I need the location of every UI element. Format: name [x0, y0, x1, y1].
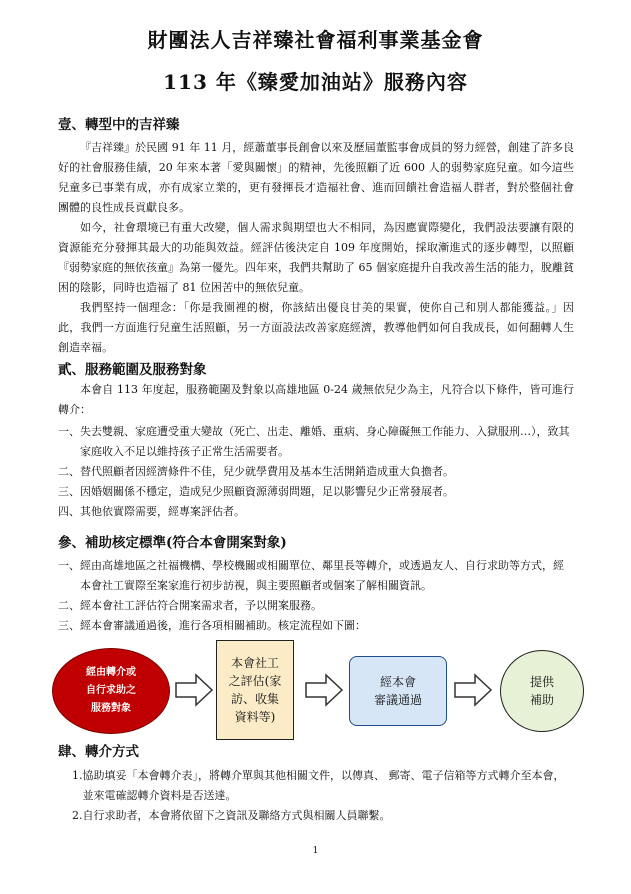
- section-heading-2: 貳、服務範圍及服務對象: [58, 362, 207, 378]
- section-1-body: [58, 138, 574, 358]
- list-item-text: 經本會社工評估符合開案需求者，予以開案服務。: [80, 599, 322, 612]
- flow-step-text: 之評估(家: [228, 674, 282, 688]
- flow-step-text: 自行求助之: [86, 685, 136, 696]
- document-subtitle: 113 年《臻愛加油站》服務內容: [163, 70, 468, 94]
- section-heading-4: 肆、轉介方式: [58, 744, 139, 760]
- flow-step-referral: [52, 648, 170, 734]
- list-item: [58, 596, 574, 616]
- approval-flow-diagram: [50, 640, 590, 740]
- list-item: [72, 766, 574, 806]
- list-marker: 二、: [58, 465, 80, 478]
- list-item-text: 自行求助者，本會將依留下之資訊及聯絡方式與相關人員聯繫。: [82, 809, 391, 822]
- section-4-list: [72, 766, 574, 826]
- paragraph: 本會自 113 年度起，服務範圍及對象以高雄地區 0-24 歲無依兒少為主，凡符合以下條件，皆可進行轉介：: [58, 383, 574, 416]
- flow-step-text: 補助: [529, 693, 554, 707]
- flow-arrow-icon: [453, 670, 493, 710]
- list-item: [58, 616, 574, 636]
- flow-arrow-icon: [304, 670, 344, 710]
- list-item: [58, 422, 574, 462]
- page-number: 1: [312, 846, 319, 856]
- section-3-list: [58, 556, 574, 636]
- section-2-list: [58, 422, 574, 522]
- list-marker: 四、: [58, 505, 80, 518]
- flow-arrow-icon: [174, 670, 214, 710]
- list-item: [58, 482, 574, 502]
- list-item-text: 替代照顧者因經濟條件不佳，兒少就學費用及基本生活開銷造成重大負擔者。: [80, 465, 454, 478]
- list-item-text: 其他依實際需要，經專案評估者。: [80, 505, 245, 518]
- list-item-text: 協助填妥「本會轉介表」，將轉介單與其他相關文件，以傳真、 郵寄、電子信箱等方式轉介至本會，並來電確認轉介資料是否送達。: [82, 769, 565, 802]
- flow-step-review: [349, 656, 447, 726]
- list-marker: 三、: [58, 619, 80, 632]
- flow-step-assessment: [216, 640, 294, 740]
- paragraph: 『吉祥臻』於民國 91 年 11 月，經蕭董事長創會以來及歷屆董監事會成員的努力經營，創建了許多良好的社會服務佳績，20 年來本著「愛與關懷」的精神，先後照顧了近 600 人的弱勢家庭兒童。如今這些兒童多已事業有成，亦有成家立業的，更有發揮長才造福社會、進而回饋社會造福人群者，對於整個社會團體的良性成長貢獻良多。: [58, 141, 574, 214]
- flow-step-subsidy: [500, 650, 584, 732]
- flow-step-text: 資料等): [234, 710, 276, 724]
- list-item-text: 失去雙親、家庭遭受重大變故（死亡、出走、離婚、重病、身心障礙無工作能力、入獄服刑…），致其家庭收入不足以維持孩子正常生活需要者。: [80, 425, 570, 458]
- list-marker: 三、: [58, 485, 80, 498]
- flow-step-text: 本會社工: [230, 656, 279, 670]
- list-marker: 2.: [72, 809, 83, 822]
- paragraph: 我們堅持一個理念：「你是我園裡的樹，你該結出優良甘美的果實，使你自己和別人都能獲益。」因此，我們一方面進行兒童生活照顧，另一方面設法改善家庭經濟，教導他們如何自我成長，如何翻轉人生創造幸福。: [58, 301, 574, 354]
- list-item-text: 經本會審議通過後，進行各項相關補助。核定流程如下圖：: [80, 619, 366, 632]
- section-2-intro: [58, 380, 574, 420]
- list-item: [58, 462, 574, 482]
- flow-step-text: 訪、收集: [230, 692, 279, 706]
- flow-step-text: 審議通過: [373, 693, 422, 707]
- list-item-text: 因婚姻關係不穩定，造成兒少照顧資源薄弱問題，足以影響兒少正常發展者。: [80, 485, 454, 498]
- list-item: [58, 556, 574, 596]
- list-marker: 二、: [58, 599, 80, 612]
- flow-step-text: 經由轉介或: [86, 667, 136, 678]
- list-marker: 一、: [58, 425, 80, 438]
- flow-step-text: 提供: [529, 675, 554, 689]
- flow-step-text: 經本會: [379, 675, 416, 689]
- list-item-text: 經由高雄地區之社福機構、學校機關或相關單位、鄰里長等轉介，或透過友人、自行求助等方式，經本會社工實際至案家進行初步訪視，與主要照顧者或個案了解相關資訊。: [80, 559, 564, 592]
- document-title: 財團法人吉祥臻社會福利事業基金會: [147, 28, 484, 52]
- list-marker: 1.: [72, 769, 83, 782]
- section-heading-1: 壹、轉型中的吉祥臻: [58, 117, 180, 133]
- list-marker: 一、: [58, 559, 80, 572]
- list-item: [58, 502, 574, 522]
- list-item: [72, 806, 574, 826]
- paragraph: 如今，社會環境已有重大改變，個人需求與期望也大不相同，為因應實際變化，我們設法要讓有限的資源能充分發揮其最大的功能與效益。經評估後決定自 109 年度開始，採取漸進式的逐步轉型，以照顧『弱勢家庭的無依孩童』為第一優先。四年來，我們共幫助了 65 個家庭提升自我改善生活的能力，脫離貧困的陰影，同時也造福了 81 位困苦中的無依兒童。: [58, 221, 574, 294]
- flow-step-text: 服務對象: [91, 703, 131, 714]
- section-heading-3: 參、補助核定標準(符合本會開案對象): [58, 535, 287, 551]
